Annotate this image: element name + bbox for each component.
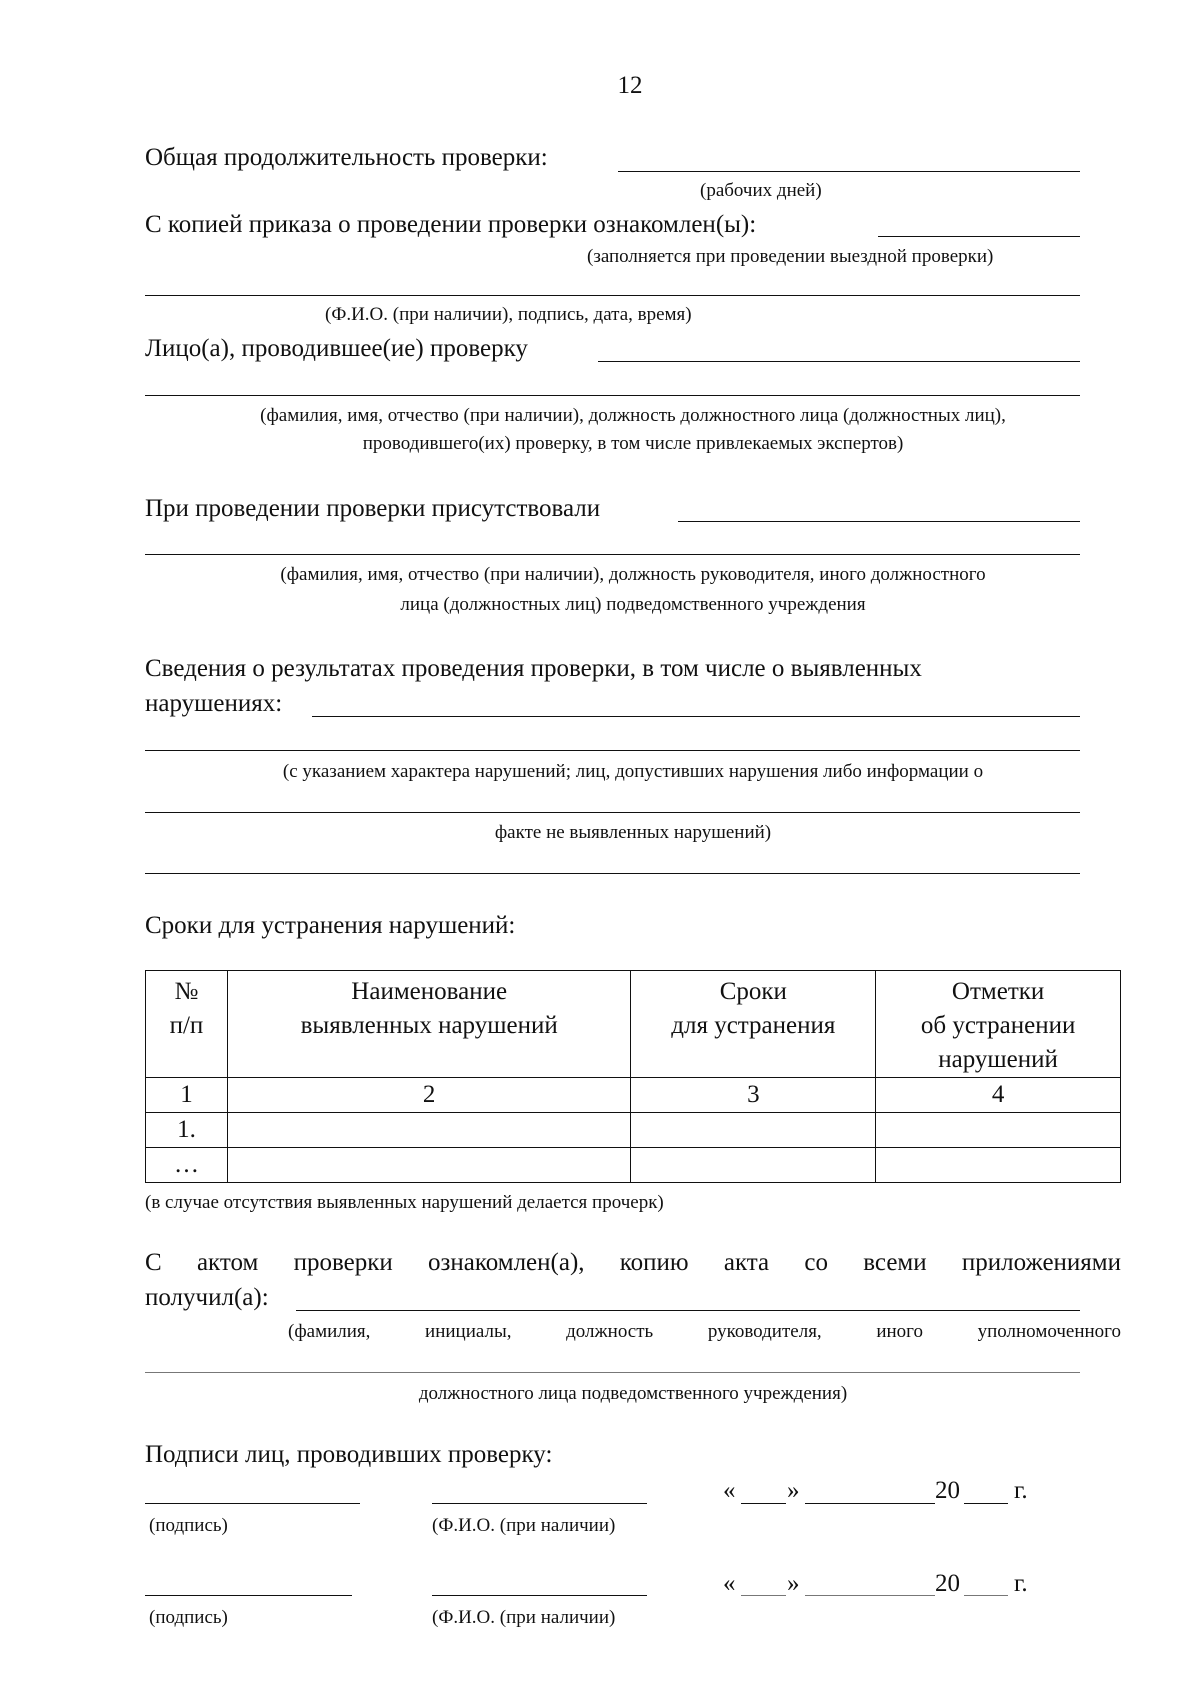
results-label-2: нарушениях:: [145, 690, 283, 717]
date-open-quote-1: «: [723, 1477, 736, 1504]
date-open-quote-2: «: [723, 1570, 736, 1597]
date-year-prefix-2: 20: [935, 1570, 960, 1597]
order-copy-signature-line[interactable]: [145, 295, 1080, 296]
duration-field[interactable]: [618, 171, 1080, 172]
date-year-field-2[interactable]: [964, 1595, 1008, 1596]
name-caption-2: (Ф.И.О. (при наличии): [432, 1607, 616, 1628]
acknowledgement-field[interactable]: [296, 1310, 1080, 1311]
acknowledgement-label-2: получил(а):: [145, 1284, 269, 1311]
results-caption-1: (с указанием характера нарушений; лиц, допустивших нарушения либо информации о: [282, 761, 984, 782]
deadlines-note: (в случае отсутствия выявленных нарушений делается прочерк): [145, 1192, 664, 1213]
duration-label: Общая продолжительность проверки:: [145, 144, 548, 171]
acknowledgement-field-2[interactable]: [145, 1372, 1080, 1373]
name-line-1[interactable]: [432, 1503, 647, 1504]
present-field[interactable]: [678, 521, 1080, 522]
signatures-heading: Подписи лиц, проводивших проверку:: [145, 1441, 553, 1468]
order-copy-caption: (заполняется при проведении выездной проверки): [587, 246, 994, 267]
sign-caption-2: (подпись): [149, 1607, 228, 1628]
duration-caption: (рабочих дней): [700, 180, 822, 201]
deadlines-heading: Сроки для устранения нарушений:: [145, 912, 516, 939]
order-copy-caption-2: (Ф.И.О. (при наличии), подпись, дата, время): [325, 304, 692, 325]
date-year-suffix-2: г.: [1014, 1570, 1028, 1597]
table-header-row: [146, 971, 1121, 1078]
table-cell: 1.: [146, 1113, 228, 1148]
results-label-1: Сведения о результатах проведения проверки, в том числе о выявленных: [145, 655, 922, 682]
date-month-field-2[interactable]: [805, 1595, 935, 1596]
inspectors-field[interactable]: [598, 361, 1080, 362]
date-close-quote-1: »: [787, 1477, 800, 1504]
signature-line-1[interactable]: [145, 1503, 360, 1504]
table-cell: 4: [876, 1078, 1121, 1113]
table-row: [146, 1148, 1121, 1183]
order-copy-label: С копией приказа о проведении проверки ознакомлен(ы):: [145, 211, 757, 238]
header-deadline: Сроки для устранения: [631, 971, 876, 1078]
present-label: При проведении проверки присутствовали: [145, 495, 601, 522]
present-caption-2: лица (должностных лиц) подведомственного учреждения: [400, 594, 866, 615]
date-close-quote-2: »: [787, 1570, 800, 1597]
header-marks: Отметки об устранении нарушений: [876, 971, 1121, 1078]
table-cell: …: [146, 1148, 228, 1183]
table-cell[interactable]: [631, 1148, 876, 1183]
date-year-prefix-1: 20: [935, 1477, 960, 1504]
results-field[interactable]: [312, 716, 1080, 717]
table-cell[interactable]: [876, 1148, 1121, 1183]
table-cell: 3: [631, 1078, 876, 1113]
header-number: № п/п: [146, 971, 228, 1078]
date-year-suffix-1: г.: [1014, 1477, 1028, 1504]
acknowledgement-caption-1: (фамилия, инициалы, должность руководителя, иного уполномоченного: [288, 1321, 1121, 1342]
inspectors-field-2[interactable]: [145, 395, 1080, 396]
table-cell[interactable]: [876, 1113, 1121, 1148]
present-field-2[interactable]: [145, 554, 1080, 555]
name-caption-1: (Ф.И.О. (при наличии): [432, 1515, 616, 1536]
date-year-field-1[interactable]: [964, 1503, 1008, 1504]
results-field-3[interactable]: [145, 812, 1080, 813]
date-month-field-1[interactable]: [805, 1503, 935, 1504]
signature-line-2[interactable]: [145, 1595, 352, 1596]
violations-table: [145, 970, 1121, 1183]
inspectors-caption-2: проводившего(их) проверку, в том числе привлекаемых экспертов): [362, 433, 904, 454]
date-day-field-2[interactable]: [741, 1595, 786, 1596]
table-column-numbers: [146, 1078, 1121, 1113]
present-caption-1: (фамилия, имя, отчество (при наличии), должность руководителя, иного должностного: [280, 564, 986, 585]
inspectors-label: Лицо(а), проводившее(ие) проверку: [145, 335, 528, 362]
inspectors-caption-1: (фамилия, имя, отчество (при наличии), должность должностного лица (должностных лиц),: [260, 405, 1006, 426]
acknowledgement-label-1: С актом проверки ознакомлен(а), копию акта со всеми приложениями: [145, 1249, 1121, 1276]
sign-caption-1: (подпись): [149, 1515, 228, 1536]
page-number: 12: [617, 72, 643, 99]
results-field-2[interactable]: [145, 750, 1080, 751]
table-cell[interactable]: [631, 1113, 876, 1148]
table-cell[interactable]: [227, 1113, 631, 1148]
results-caption-2: факте не выявленных нарушений): [494, 822, 772, 843]
acknowledgement-caption-2: должностного лица подведомственного учреждения): [418, 1383, 848, 1404]
header-violation-name: Наименование выявленных нарушений: [227, 971, 631, 1078]
table-cell: 1: [146, 1078, 228, 1113]
order-copy-field[interactable]: [878, 236, 1080, 237]
results-field-4[interactable]: [145, 873, 1080, 874]
table-row: [146, 1113, 1121, 1148]
name-line-2[interactable]: [432, 1595, 647, 1596]
table-cell: 2: [227, 1078, 631, 1113]
date-day-field-1[interactable]: [741, 1503, 786, 1504]
table-cell[interactable]: [227, 1148, 631, 1183]
